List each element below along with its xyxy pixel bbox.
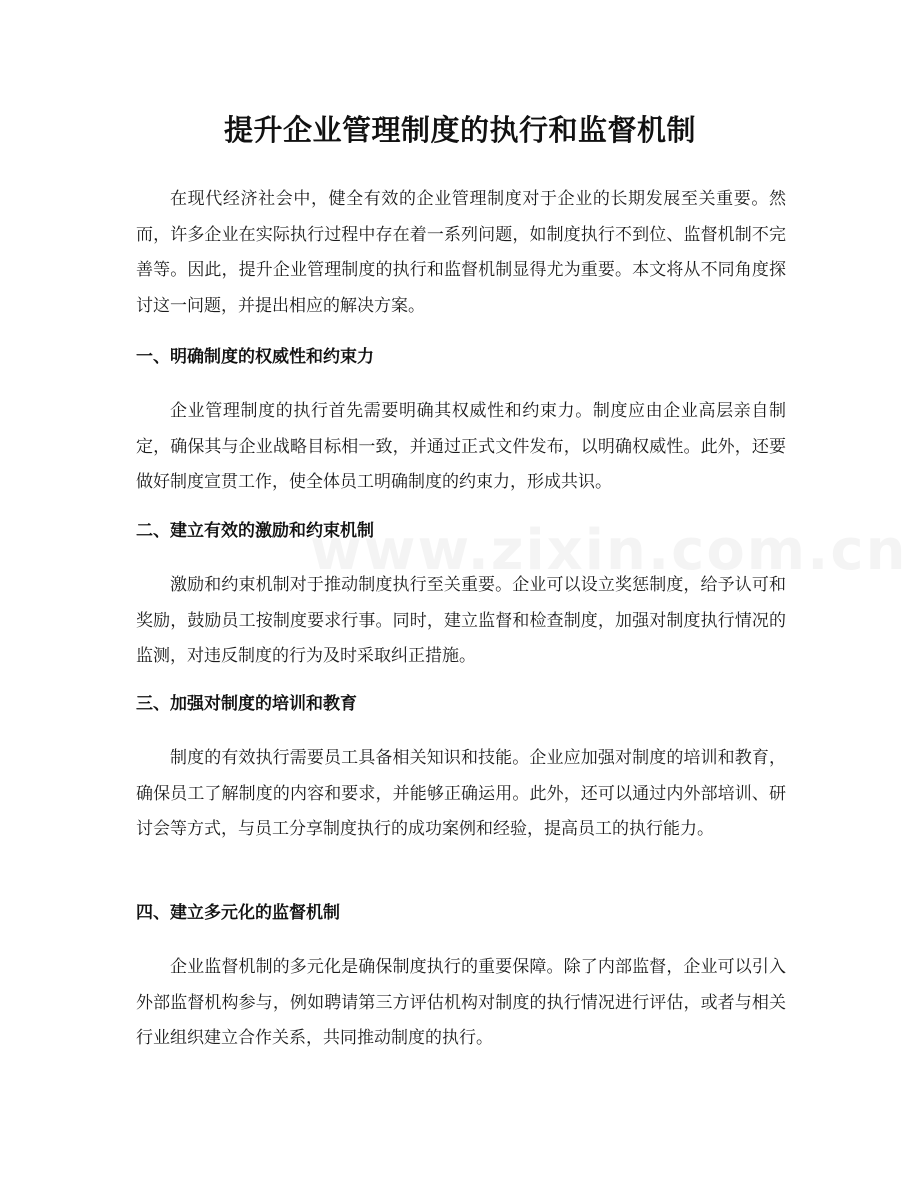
intro-paragraph: 在现代经济社会中，健全有效的企业管理制度对于企业的长期发展至关重要。然而，许多企业在实际执行过程中存在着一系列问题，如制度执行不到位、监督机制不完善等。因此，提升企业管理制度的执行和监督机制显得尤为重要。本文将从不同角度探讨这一问题，并提出相应的解决方案。 bbox=[136, 189, 786, 316]
section-4-heading: 四、建立多元化的监督机制 bbox=[136, 903, 340, 923]
section-4-body: 企业监督机制的多元化是确保制度执行的重要保障。除了内部监督，企业可以引入外部监督机构参与，例如聘请第三方评估机构对制度的执行情况进行评估，或者与相关行业组织建立合作关系，共同推动制度的执行。 bbox=[136, 957, 786, 1048]
section-3-heading: 三、加强对制度的培训和教育 bbox=[136, 694, 357, 714]
section-1-body: 企业管理制度的执行首先需要明确其权威性和约束力。制度应由企业高层亲自制定，确保其与企业战略目标相一致，并通过正式文件发布，以明确权威性。此外，还要做好制度宣贯工作，使全体员工明确制度的约束力，形成共识。 bbox=[136, 401, 786, 492]
section-1-heading: 一、明确制度的权威性和约束力 bbox=[136, 347, 374, 367]
document-title: 提升企业管理制度的执行和监督机制 bbox=[223, 113, 696, 147]
section-3-body: 制度的有效执行需要员工具备相关知识和技能。企业应加强对制度的培训和教育，确保员工了解制度的内容和要求，并能够正确运用。此外，还可以通过内外部培训、研讨会等方式，与员工分享制度执行的成功案例和经验，提高员工的执行能力。 bbox=[136, 748, 786, 839]
section-2-body: 激励和约束机制对于推动制度执行至关重要。企业可以设立奖惩制度，给予认可和奖励，鼓励员工按制度要求行事。同时，建立监督和检查制度，加强对制度执行情况的监测，对违反制度的行为及时采取纠正措施。 bbox=[136, 575, 786, 666]
section-2-heading: 二、建立有效的激励和约束机制 bbox=[136, 521, 374, 541]
